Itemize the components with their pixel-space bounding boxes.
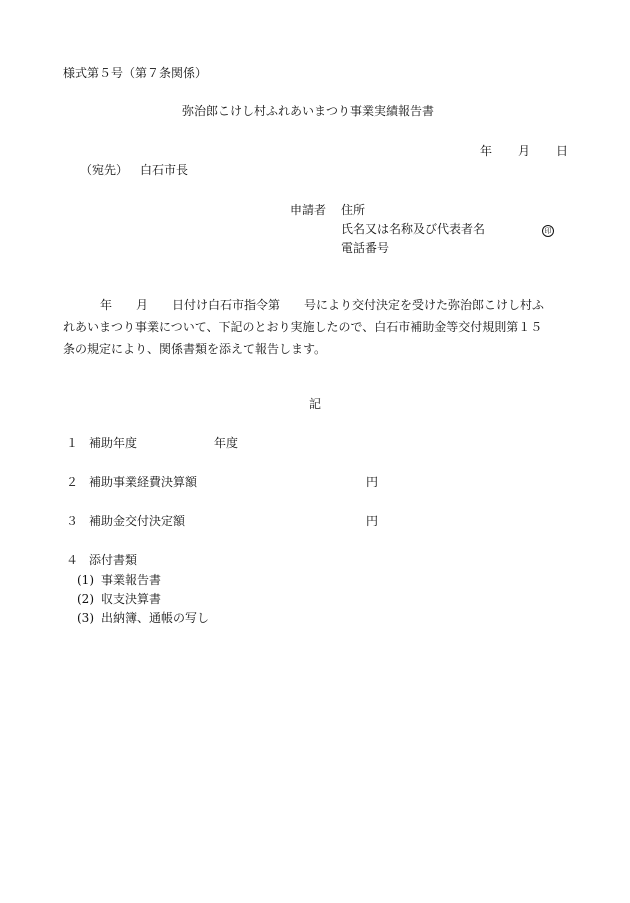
attachment-3-num: (3) — [77, 611, 94, 625]
applicant-phone: 電話番号 — [341, 241, 390, 255]
applicant-label: 申請者 — [290, 203, 327, 217]
date-year: 年 — [480, 144, 493, 158]
item-1-label: 補助年度 — [89, 436, 138, 450]
item-1-unit: 年度 — [214, 436, 239, 450]
addressee-name: 白石市長 — [140, 163, 189, 177]
body-paragraph — [63, 294, 578, 360]
item-3-unit: 円 — [366, 514, 379, 528]
attachment-2-num: (2) — [77, 592, 94, 606]
body-line-3: 条の規定により、関係書類を添えて報告します。 — [63, 342, 327, 356]
body-line-2: れあいまつり事業について、下記のとおり実施したので、白石市補助金等交付規則第１５ — [63, 320, 543, 334]
item-2-num: ２ — [66, 475, 79, 489]
attachment-1-num: (1) — [77, 573, 94, 587]
item-2-unit: 円 — [366, 475, 379, 489]
document-title: 弥治郎こけし村ふれあいまつり事業実績報告書 — [182, 104, 435, 118]
date-day: 日 — [556, 144, 569, 158]
item-1-num: １ — [66, 436, 79, 450]
addressee-label: （宛先） — [80, 163, 129, 177]
attachment-2-label: 収支決算書 — [101, 592, 162, 606]
body-line-1: 年 月 日付け白石市指令第 号により交付決定を受けた弥治郎こけし村ふ — [100, 298, 545, 312]
attachment-3-label: 出納簿、通帳の写し — [101, 611, 210, 625]
item-4-num: ４ — [66, 553, 79, 567]
applicant-address: 住所 — [341, 203, 366, 217]
attachment-1-label: 事業報告書 — [101, 573, 162, 587]
date-month: 月 — [518, 144, 531, 158]
applicant-name-rep: 氏名又は名称及び代表者名 — [341, 222, 486, 236]
item-3-label: 補助金交付決定額 — [89, 514, 186, 528]
form-number: 様式第５号（第７条関係） — [63, 66, 208, 80]
ki-heading: 記 — [309, 397, 322, 411]
seal-mark: 印 — [542, 222, 554, 237]
item-4-label: 添付書類 — [89, 553, 138, 567]
item-2-label: 補助事業経費決算額 — [89, 475, 198, 489]
item-3-num: ３ — [66, 514, 79, 528]
